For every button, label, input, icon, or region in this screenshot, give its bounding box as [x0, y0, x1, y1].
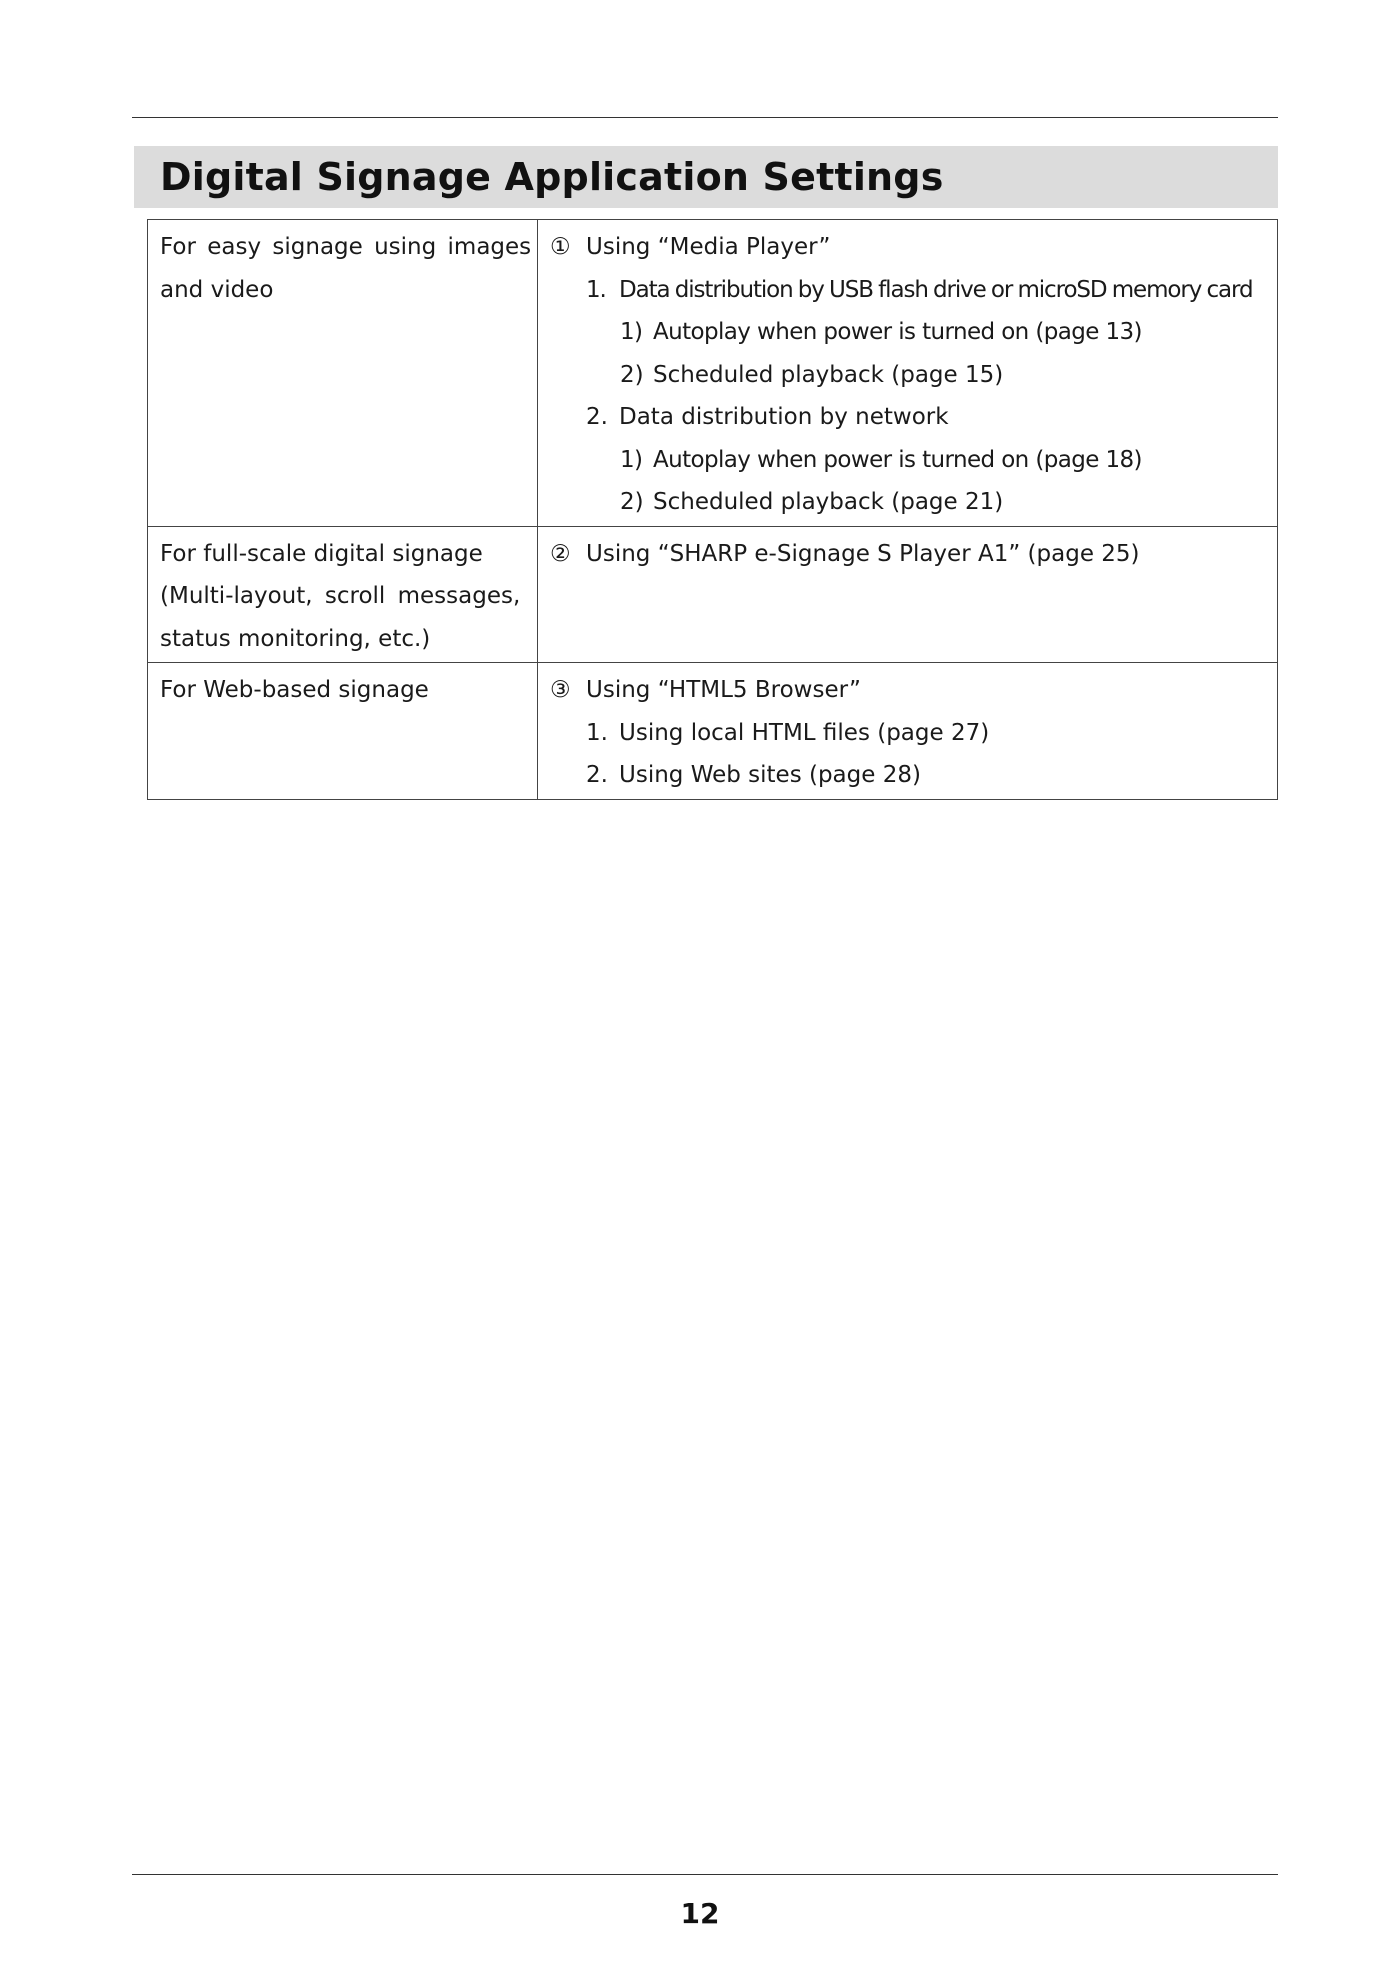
item-text: Using Web sites (page 28) [619, 762, 921, 788]
list-item [550, 354, 1265, 397]
settings-table [147, 219, 1278, 800]
footer-rule [132, 1874, 1278, 1875]
item-number: 2) [620, 361, 644, 388]
use-case-text: and video [160, 276, 274, 303]
table-row [148, 663, 1278, 800]
page-number: 12 [680, 1897, 720, 1930]
use-case-cell [148, 526, 538, 663]
list-item [550, 481, 1265, 524]
item-text: Data distribution by network [619, 404, 949, 430]
use-case-text: For easy signage using images [160, 234, 532, 260]
method-cell [538, 220, 1278, 527]
table-row [148, 220, 1278, 527]
item-number: 1) [620, 446, 643, 473]
use-case-text: status monitoring, etc.) [160, 625, 431, 652]
method-title: Using “Media Player” [586, 234, 831, 260]
section-title-bar [134, 146, 1278, 208]
item-text: Autoplay when power is turned on (page 18) [653, 446, 1142, 473]
list-item [550, 311, 1265, 354]
item-text: Scheduled playback (page 15) [653, 361, 1004, 388]
method-title: Using “HTML5 Browser” [586, 677, 861, 703]
item-number: 2. [586, 404, 608, 430]
use-case-text: (Multi-layout, scroll messages, [160, 583, 521, 609]
item-number: 1. [586, 276, 606, 303]
method-title: Using “SHARP e-Signage S Player A1” (page 25) [586, 540, 1140, 567]
table-row [148, 526, 1278, 663]
method-heading [550, 533, 1265, 576]
method-heading [550, 226, 1265, 269]
method-cell [538, 526, 1278, 663]
list-item [550, 396, 1265, 439]
list-item [550, 439, 1265, 482]
use-case-cell [148, 220, 538, 527]
circled-number-2: ② [550, 540, 571, 567]
use-case-text: For full-scale digital signage [160, 540, 483, 567]
circled-number-1: ① [550, 234, 571, 260]
item-number: 2) [620, 489, 644, 515]
list-item [550, 269, 1265, 312]
page-title: Digital Signage Application Settings [160, 155, 944, 199]
use-case-cell [148, 663, 538, 800]
list-item [550, 754, 1265, 797]
item-text: Data distribution by USB flash drive or microSD memory card [619, 276, 1253, 303]
use-case-text: For Web-based signage [160, 677, 429, 703]
circled-number-3: ③ [550, 677, 571, 703]
item-text: Autoplay when power is turned on (page 13) [653, 319, 1142, 345]
item-text: Using local HTML files (page 27) [619, 719, 990, 746]
header-rule [132, 117, 1278, 118]
list-item [550, 712, 1265, 755]
item-text: Scheduled playback (page 21) [653, 489, 1004, 515]
item-number: 1) [620, 319, 643, 345]
item-number: 1. [586, 719, 608, 746]
item-number: 2. [586, 762, 608, 788]
method-heading [550, 669, 1265, 712]
method-cell [538, 663, 1278, 800]
